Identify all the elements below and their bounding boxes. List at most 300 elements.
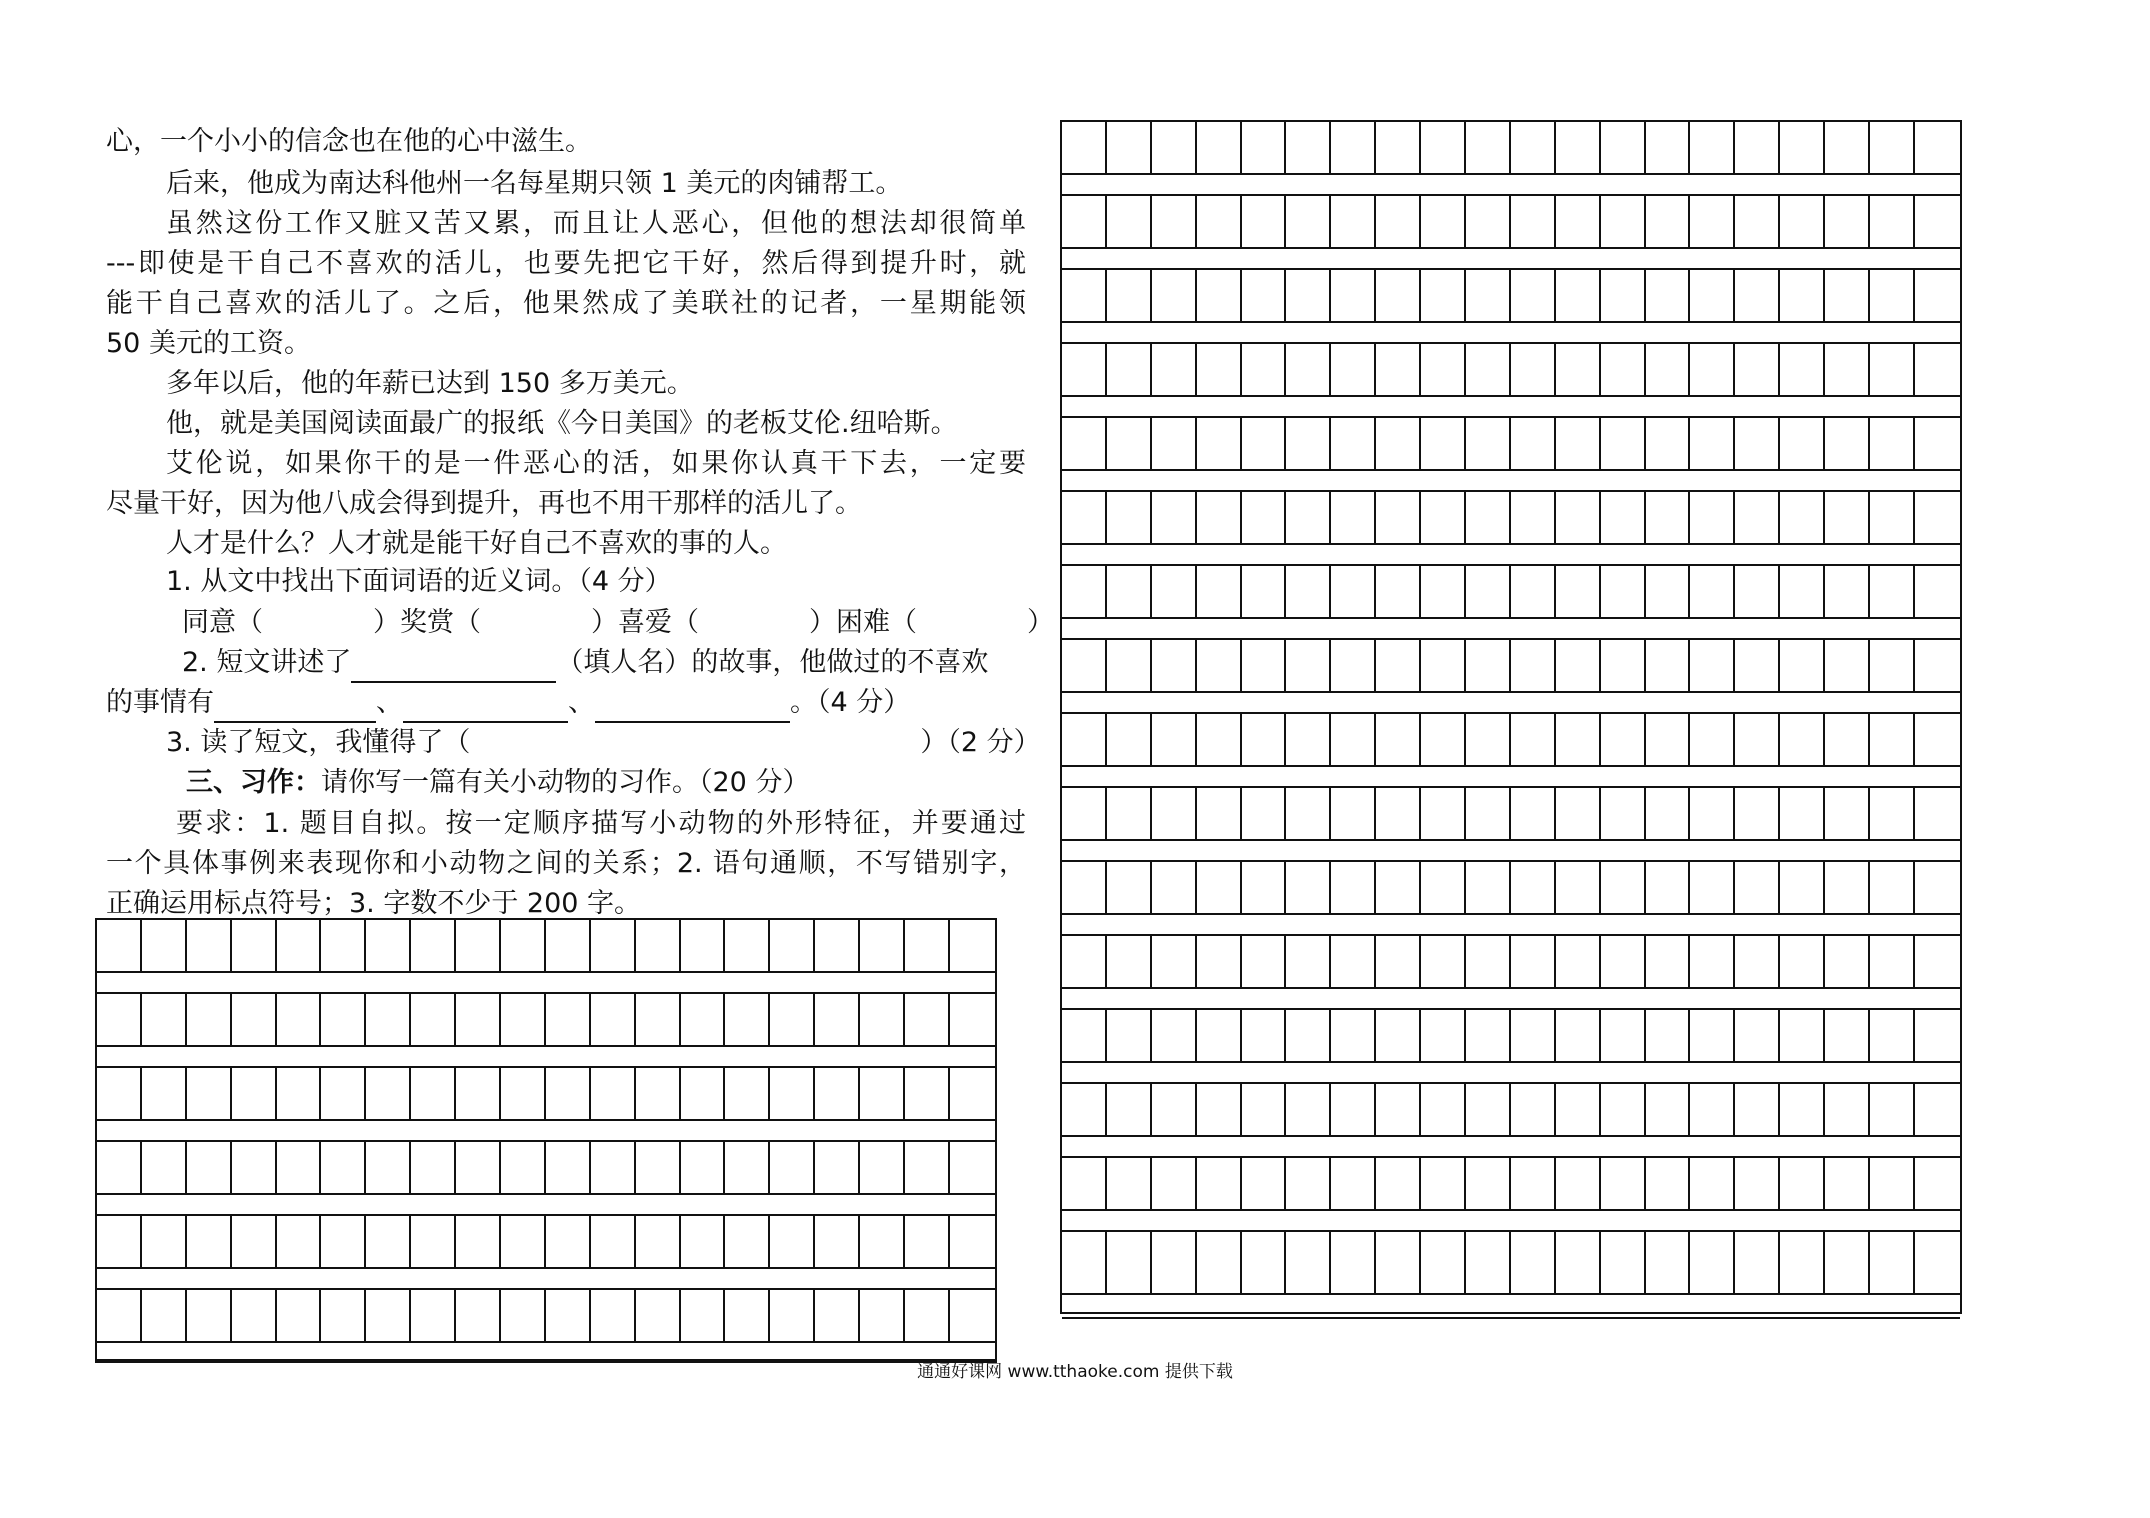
grid-cell[interactable] (1242, 418, 1287, 469)
grid-cell[interactable] (1825, 492, 1870, 543)
grid-cell[interactable] (1062, 714, 1107, 765)
grid-cell[interactable] (1511, 122, 1556, 173)
grid-cell[interactable] (1646, 196, 1691, 247)
grid-cell[interactable] (1421, 1158, 1466, 1209)
grid-cell[interactable] (1376, 788, 1421, 839)
grid-cell[interactable] (1646, 1158, 1691, 1209)
grid-cell[interactable] (1466, 1010, 1511, 1061)
grid-cell[interactable] (1286, 936, 1331, 987)
grid-cell[interactable] (187, 920, 232, 971)
grid-cell[interactable] (1062, 566, 1107, 617)
grid-cell[interactable] (1870, 714, 1915, 765)
grid-cell[interactable] (1646, 122, 1691, 173)
grid-cell[interactable] (1735, 492, 1780, 543)
grid-cell[interactable] (1286, 640, 1331, 691)
grid-cell[interactable] (411, 920, 456, 971)
grid-cell[interactable] (411, 1142, 456, 1193)
grid-cell[interactable] (1556, 344, 1601, 395)
grid-cell[interactable] (1601, 1084, 1646, 1135)
grid-cell[interactable] (546, 994, 591, 1045)
grid-cell[interactable] (1242, 1010, 1287, 1061)
grid-cell[interactable] (1825, 936, 1870, 987)
grid-cell[interactable] (232, 1290, 277, 1341)
grid-cell[interactable] (1107, 270, 1152, 321)
grid-cell[interactable] (1331, 1010, 1376, 1061)
grid-cell[interactable] (1690, 492, 1735, 543)
grid-cell[interactable] (1107, 1084, 1152, 1135)
grid-cell[interactable] (1466, 640, 1511, 691)
grid-cell[interactable] (1107, 640, 1152, 691)
grid-cell[interactable] (1601, 492, 1646, 543)
grid-cell[interactable] (97, 920, 142, 971)
grid-cell[interactable] (1870, 1232, 1915, 1293)
grid-cell[interactable] (546, 1142, 591, 1193)
grid-cell[interactable] (1511, 492, 1556, 543)
grid-cell[interactable] (770, 1216, 815, 1267)
grid-cell[interactable] (1197, 1158, 1242, 1209)
grid-cell[interactable] (1331, 344, 1376, 395)
grid-cell[interactable] (1511, 862, 1556, 913)
grid-cell[interactable] (1825, 122, 1870, 173)
grid-cell[interactable] (1242, 640, 1287, 691)
grid-cell[interactable] (1286, 1010, 1331, 1061)
grid-cell[interactable] (1286, 196, 1331, 247)
grid-cell[interactable] (366, 1142, 411, 1193)
grid-cell[interactable] (546, 1068, 591, 1119)
grid-cell[interactable] (1825, 1158, 1870, 1209)
grid-cell[interactable] (1556, 1084, 1601, 1135)
grid-cell[interactable] (277, 994, 322, 1045)
grid-cell[interactable] (950, 1068, 995, 1119)
grid-cell[interactable] (1331, 566, 1376, 617)
grid-cell[interactable] (1646, 640, 1691, 691)
grid-cell[interactable] (1152, 270, 1197, 321)
grid-cell[interactable] (1511, 270, 1556, 321)
grid-cell[interactable] (1690, 122, 1735, 173)
grid-cell[interactable] (636, 1216, 681, 1267)
grid-cell[interactable] (1556, 1010, 1601, 1061)
grid-cell[interactable] (232, 1142, 277, 1193)
grid-cell[interactable] (1107, 122, 1152, 173)
grid-cell[interactable] (1780, 1158, 1825, 1209)
grid-cell[interactable] (1646, 492, 1691, 543)
grid-cell[interactable] (1286, 122, 1331, 173)
grid-cell[interactable] (1152, 196, 1197, 247)
grid-cell[interactable] (1376, 862, 1421, 913)
grid-cell[interactable] (1197, 344, 1242, 395)
grid-cell[interactable] (1466, 566, 1511, 617)
grid-cell[interactable] (1780, 714, 1825, 765)
grid-cell[interactable] (770, 1068, 815, 1119)
grid-cell[interactable] (1870, 788, 1915, 839)
grid-cell[interactable] (1556, 566, 1601, 617)
grid-cell[interactable] (1825, 344, 1870, 395)
grid-cell[interactable] (860, 920, 905, 971)
grid-cell[interactable] (1197, 270, 1242, 321)
grid-cell[interactable] (1690, 566, 1735, 617)
grid-cell[interactable] (1242, 862, 1287, 913)
grid-cell[interactable] (1601, 566, 1646, 617)
grid-cell[interactable] (1376, 1232, 1421, 1293)
grid-cell[interactable] (321, 1216, 366, 1267)
grid-cell[interactable] (1646, 270, 1691, 321)
grid-cell[interactable] (1107, 936, 1152, 987)
grid-cell[interactable] (1646, 862, 1691, 913)
grid-cell[interactable] (1780, 418, 1825, 469)
grid-cell[interactable] (1421, 418, 1466, 469)
grid-cell[interactable] (1511, 196, 1556, 247)
grid-cell[interactable] (770, 994, 815, 1045)
grid-cell[interactable] (1690, 788, 1735, 839)
grid-cell[interactable] (1331, 862, 1376, 913)
grid-cell[interactable] (1780, 196, 1825, 247)
grid-cell[interactable] (1197, 788, 1242, 839)
grid-cell[interactable] (1780, 1084, 1825, 1135)
grid-cell[interactable] (187, 1290, 232, 1341)
grid-cell[interactable] (1870, 196, 1915, 247)
grid-cell[interactable] (277, 1290, 322, 1341)
grid-cell[interactable] (142, 920, 187, 971)
grid-cell[interactable] (1331, 122, 1376, 173)
grid-cell[interactable] (1780, 344, 1825, 395)
grid-cell[interactable] (1242, 788, 1287, 839)
grid-cell[interactable] (1825, 566, 1870, 617)
writing-grid-right[interactable] (1060, 120, 1962, 1314)
grid-cell[interactable] (1556, 196, 1601, 247)
grid-cell[interactable] (456, 1068, 501, 1119)
grid-cell[interactable] (636, 1142, 681, 1193)
grid-cell[interactable] (950, 920, 995, 971)
grid-cell[interactable] (1062, 1010, 1107, 1061)
grid-cell[interactable] (1197, 492, 1242, 543)
grid-cell[interactable] (1915, 492, 1960, 543)
grid-cell[interactable] (1915, 714, 1960, 765)
grid-cell[interactable] (1825, 418, 1870, 469)
grid-cell[interactable] (501, 920, 546, 971)
grid-cell[interactable] (1466, 714, 1511, 765)
grid-cell[interactable] (1062, 196, 1107, 247)
grid-cell[interactable] (1601, 270, 1646, 321)
grid-cell[interactable] (1107, 1158, 1152, 1209)
grid-cell[interactable] (1152, 1158, 1197, 1209)
grid-cell[interactable] (97, 1216, 142, 1267)
grid-cell[interactable] (321, 994, 366, 1045)
grid-cell[interactable] (1062, 270, 1107, 321)
grid-cell[interactable] (815, 1068, 860, 1119)
grid-cell[interactable] (681, 1290, 726, 1341)
grid-cell[interactable] (1152, 122, 1197, 173)
grid-cell[interactable] (1197, 640, 1242, 691)
grid-cell[interactable] (725, 1068, 770, 1119)
grid-cell[interactable] (1825, 270, 1870, 321)
grid-cell[interactable] (1690, 1010, 1735, 1061)
grid-cell[interactable] (1870, 640, 1915, 691)
grid-cell[interactable] (1646, 344, 1691, 395)
grid-cell[interactable] (1062, 492, 1107, 543)
grid-cell[interactable] (1062, 788, 1107, 839)
grid-cell[interactable] (1107, 788, 1152, 839)
grid-cell[interactable] (1421, 270, 1466, 321)
grid-cell[interactable] (97, 1068, 142, 1119)
grid-cell[interactable] (1107, 344, 1152, 395)
grid-cell[interactable] (142, 1216, 187, 1267)
grid-cell[interactable] (1870, 936, 1915, 987)
grid-cell[interactable] (501, 994, 546, 1045)
grid-cell[interactable] (636, 994, 681, 1045)
grid-cell[interactable] (1870, 344, 1915, 395)
grid-cell[interactable] (1646, 714, 1691, 765)
grid-cell[interactable] (1870, 1158, 1915, 1209)
grid-cell[interactable] (1197, 714, 1242, 765)
grid-cell[interactable] (1331, 714, 1376, 765)
grid-cell[interactable] (1915, 1010, 1960, 1061)
grid-cell[interactable] (1825, 1010, 1870, 1061)
grid-cell[interactable] (1870, 1010, 1915, 1061)
grid-cell[interactable] (815, 994, 860, 1045)
grid-cell[interactable] (1421, 936, 1466, 987)
grid-cell[interactable] (1152, 788, 1197, 839)
grid-cell[interactable] (1646, 1084, 1691, 1135)
grid-cell[interactable] (1062, 1158, 1107, 1209)
grid-cell[interactable] (1286, 1232, 1331, 1293)
grid-cell[interactable] (1376, 196, 1421, 247)
grid-cell[interactable] (1511, 344, 1556, 395)
grid-cell[interactable] (1915, 1084, 1960, 1135)
grid-cell[interactable] (1376, 640, 1421, 691)
grid-cell[interactable] (1601, 640, 1646, 691)
grid-cell[interactable] (1421, 566, 1466, 617)
grid-cell[interactable] (1286, 492, 1331, 543)
grid-cell[interactable] (1870, 122, 1915, 173)
grid-cell[interactable] (1062, 418, 1107, 469)
grid-cell[interactable] (1331, 1084, 1376, 1135)
grid-cell[interactable] (366, 920, 411, 971)
grid-cell[interactable] (1870, 566, 1915, 617)
grid-cell[interactable] (456, 920, 501, 971)
grid-cell[interactable] (321, 1142, 366, 1193)
grid-cell[interactable] (1511, 640, 1556, 691)
grid-cell[interactable] (636, 920, 681, 971)
grid-cell[interactable] (1242, 566, 1287, 617)
grid-cell[interactable] (142, 1068, 187, 1119)
grid-cell[interactable] (1421, 196, 1466, 247)
grid-cell[interactable] (1197, 1084, 1242, 1135)
grid-cell[interactable] (1646, 418, 1691, 469)
grid-cell[interactable] (905, 1290, 950, 1341)
grid-cell[interactable] (1197, 418, 1242, 469)
grid-cell[interactable] (1107, 714, 1152, 765)
grid-cell[interactable] (1242, 714, 1287, 765)
grid-cell[interactable] (411, 994, 456, 1045)
grid-cell[interactable] (1780, 640, 1825, 691)
grid-cell[interactable] (142, 1142, 187, 1193)
grid-cell[interactable] (1466, 418, 1511, 469)
grid-cell[interactable] (725, 1216, 770, 1267)
grid-cell[interactable] (1690, 640, 1735, 691)
grid-cell[interactable] (1331, 936, 1376, 987)
grid-cell[interactable] (1376, 714, 1421, 765)
grid-cell[interactable] (501, 1142, 546, 1193)
grid-cell[interactable] (1242, 936, 1287, 987)
grid-cell[interactable] (815, 920, 860, 971)
grid-cell[interactable] (950, 1216, 995, 1267)
grid-cell[interactable] (277, 920, 322, 971)
grid-cell[interactable] (860, 1290, 905, 1341)
grid-cell[interactable] (1735, 862, 1780, 913)
grid-cell[interactable] (1601, 936, 1646, 987)
grid-cell[interactable] (1780, 566, 1825, 617)
grid-cell[interactable] (725, 994, 770, 1045)
grid-cell[interactable] (187, 1068, 232, 1119)
grid-cell[interactable] (1421, 1084, 1466, 1135)
grid-cell[interactable] (860, 1216, 905, 1267)
grid-cell[interactable] (1735, 1158, 1780, 1209)
grid-cell[interactable] (1286, 418, 1331, 469)
grid-cell[interactable] (1690, 936, 1735, 987)
grid-cell[interactable] (321, 1068, 366, 1119)
grid-cell[interactable] (1601, 714, 1646, 765)
grid-cell[interactable] (1601, 122, 1646, 173)
grid-cell[interactable] (1466, 862, 1511, 913)
grid-cell[interactable] (1242, 492, 1287, 543)
grid-cell[interactable] (1735, 1232, 1780, 1293)
grid-cell[interactable] (97, 994, 142, 1045)
grid-cell[interactable] (1286, 566, 1331, 617)
grid-cell[interactable] (1286, 714, 1331, 765)
grid-cell[interactable] (1107, 1010, 1152, 1061)
grid-cell[interactable] (1915, 566, 1960, 617)
grid-cell[interactable] (1511, 566, 1556, 617)
grid-cell[interactable] (1107, 196, 1152, 247)
grid-cell[interactable] (1646, 1010, 1691, 1061)
grid-cell[interactable] (681, 1142, 726, 1193)
grid-cell[interactable] (1421, 492, 1466, 543)
grid-cell[interactable] (1152, 344, 1197, 395)
grid-cell[interactable] (1601, 344, 1646, 395)
q2-blank-2[interactable] (403, 691, 568, 723)
grid-cell[interactable] (1556, 492, 1601, 543)
grid-cell[interactable] (1915, 936, 1960, 987)
grid-cell[interactable] (1062, 936, 1107, 987)
grid-cell[interactable] (1511, 1010, 1556, 1061)
grid-cell[interactable] (725, 1142, 770, 1193)
grid-cell[interactable] (187, 1142, 232, 1193)
grid-cell[interactable] (1286, 344, 1331, 395)
grid-cell[interactable] (770, 1142, 815, 1193)
grid-cell[interactable] (1107, 418, 1152, 469)
grid-cell[interactable] (1511, 714, 1556, 765)
grid-cell[interactable] (1466, 1084, 1511, 1135)
grid-cell[interactable] (1915, 788, 1960, 839)
grid-cell[interactable] (1735, 196, 1780, 247)
grid-cell[interactable] (1601, 1232, 1646, 1293)
grid-cell[interactable] (591, 1290, 636, 1341)
grid-cell[interactable] (1466, 1232, 1511, 1293)
grid-cell[interactable] (1331, 418, 1376, 469)
grid-cell[interactable] (1825, 714, 1870, 765)
grid-cell[interactable] (1152, 1232, 1197, 1293)
grid-cell[interactable] (1780, 122, 1825, 173)
grid-cell[interactable] (1556, 1158, 1601, 1209)
grid-cell[interactable] (1735, 936, 1780, 987)
grid-cell[interactable] (1915, 1232, 1960, 1293)
grid-cell[interactable] (1556, 862, 1601, 913)
grid-cell[interactable] (1107, 862, 1152, 913)
grid-cell[interactable] (1915, 196, 1960, 247)
q2-name-blank[interactable] (351, 651, 556, 683)
grid-cell[interactable] (1690, 196, 1735, 247)
grid-cell[interactable] (1242, 270, 1287, 321)
grid-cell[interactable] (1690, 1158, 1735, 1209)
grid-cell[interactable] (591, 1142, 636, 1193)
grid-cell[interactable] (1197, 122, 1242, 173)
grid-cell[interactable] (366, 994, 411, 1045)
grid-cell[interactable] (1735, 344, 1780, 395)
grid-cell[interactable] (591, 1216, 636, 1267)
grid-cell[interactable] (1421, 344, 1466, 395)
grid-cell[interactable] (681, 920, 726, 971)
grid-cell[interactable] (456, 1216, 501, 1267)
grid-cell[interactable] (860, 1142, 905, 1193)
grid-cell[interactable] (1421, 640, 1466, 691)
grid-cell[interactable] (591, 920, 636, 971)
grid-cell[interactable] (1601, 1010, 1646, 1061)
grid-cell[interactable] (1331, 1158, 1376, 1209)
grid-cell[interactable] (321, 1290, 366, 1341)
grid-cell[interactable] (1331, 492, 1376, 543)
grid-cell[interactable] (1197, 1010, 1242, 1061)
grid-cell[interactable] (366, 1290, 411, 1341)
grid-cell[interactable] (1242, 1232, 1287, 1293)
grid-cell[interactable] (1152, 714, 1197, 765)
grid-cell[interactable] (1466, 122, 1511, 173)
grid-cell[interactable] (97, 1142, 142, 1193)
grid-cell[interactable] (1915, 418, 1960, 469)
grid-cell[interactable] (1556, 122, 1601, 173)
grid-cell[interactable] (1780, 936, 1825, 987)
grid-cell[interactable] (1690, 344, 1735, 395)
grid-cell[interactable] (1242, 1158, 1287, 1209)
grid-cell[interactable] (950, 1142, 995, 1193)
grid-cell[interactable] (815, 1290, 860, 1341)
grid-cell[interactable] (1062, 640, 1107, 691)
grid-cell[interactable] (1511, 788, 1556, 839)
grid-cell[interactable] (1511, 1084, 1556, 1135)
grid-cell[interactable] (1466, 788, 1511, 839)
grid-cell[interactable] (1735, 714, 1780, 765)
grid-cell[interactable] (1376, 492, 1421, 543)
grid-cell[interactable] (1376, 418, 1421, 469)
grid-cell[interactable] (770, 920, 815, 971)
grid-cell[interactable] (1690, 418, 1735, 469)
grid-cell[interactable] (1690, 714, 1735, 765)
grid-cell[interactable] (1915, 640, 1960, 691)
grid-cell[interactable] (142, 994, 187, 1045)
grid-cell[interactable] (905, 1142, 950, 1193)
grid-cell[interactable] (1556, 936, 1601, 987)
grid-cell[interactable] (232, 1216, 277, 1267)
grid-cell[interactable] (1556, 640, 1601, 691)
grid-cell[interactable] (97, 1290, 142, 1341)
grid-cell[interactable] (1556, 1232, 1601, 1293)
grid-cell[interactable] (1242, 196, 1287, 247)
grid-cell[interactable] (1601, 862, 1646, 913)
grid-cell[interactable] (636, 1068, 681, 1119)
grid-cell[interactable] (277, 1142, 322, 1193)
grid-cell[interactable] (1466, 196, 1511, 247)
grid-cell[interactable] (1870, 492, 1915, 543)
grid-cell[interactable] (1376, 344, 1421, 395)
